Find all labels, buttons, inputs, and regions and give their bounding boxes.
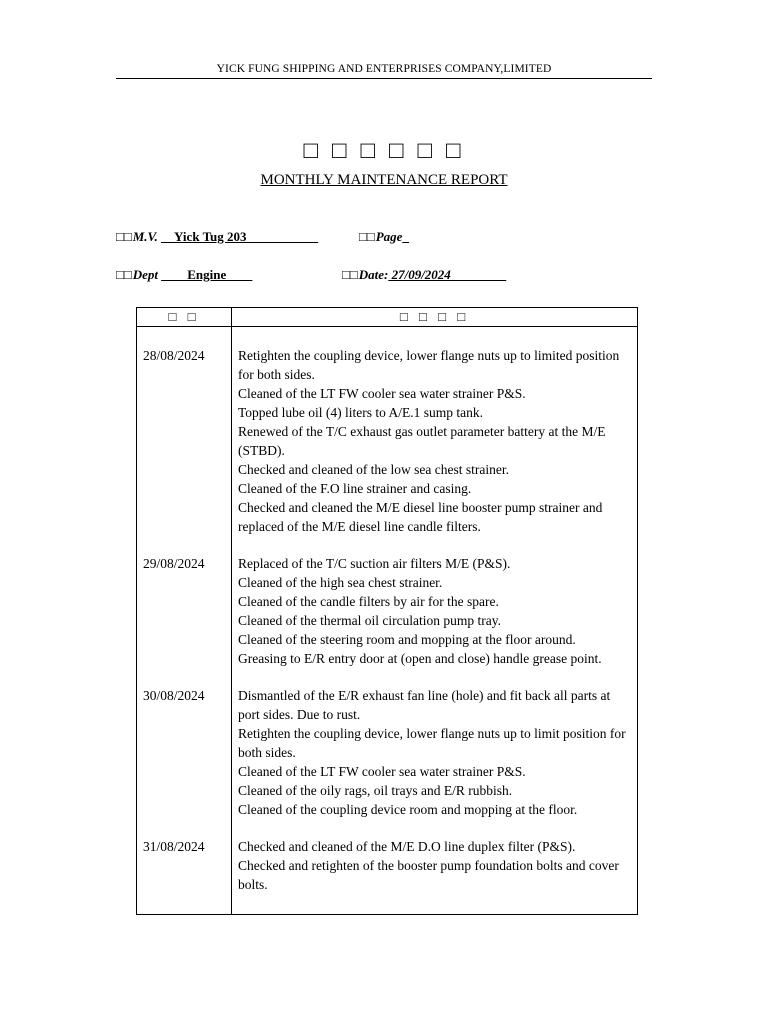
date-cn-label: □□	[342, 267, 358, 282]
entry-date: 28/08/2024	[143, 348, 205, 363]
entry-date: 29/08/2024	[143, 556, 205, 571]
date-field	[342, 267, 506, 283]
task-item: Retighten the coupling device, lower flange nuts up to limit position for both sides.	[238, 726, 626, 760]
task-item: Cleaned of the steering room and mopping at the floor around.	[238, 632, 576, 647]
vessel-label: M.V.	[132, 229, 158, 244]
page-field	[359, 229, 409, 245]
page-label: Page	[375, 229, 403, 244]
entry-date: 31/08/2024	[143, 839, 205, 854]
task-item: Cleaned of the high sea chest strainer.	[238, 575, 443, 590]
header-rule	[116, 78, 652, 79]
entry-tasks	[231, 686, 637, 819]
task-item: Checked and cleaned of the M/E D.O line duplex filter (P&S).	[238, 839, 576, 854]
page-cn-label: □□	[359, 229, 375, 244]
task-item: Dismantled of the E/R exhaust fan line (hole) and fit back all parts at port sides. Due to rust.	[238, 688, 611, 722]
task-item: Greasing to E/R entry door at (open and close) handle grease point.	[238, 651, 602, 666]
page-value: _	[402, 229, 409, 244]
table-row	[137, 554, 637, 668]
vessel-value: __Yick Tug 203___________	[161, 229, 319, 244]
entries-list	[137, 346, 637, 912]
vessel-cn-label: □□	[116, 229, 132, 244]
task-item: Cleaned of the thermal oil circulation pump tray.	[238, 613, 502, 628]
task-item: Topped lube oil (4) liters to A/E.1 sump tank.	[238, 405, 484, 420]
header-divider	[137, 326, 637, 327]
task-item: Replaced of the T/C suction air filters M/E (P&S).	[238, 556, 511, 571]
work-column-header: □ □ □ □	[399, 309, 470, 324]
date-value: 27/09/2024	[388, 267, 455, 282]
task-item: Cleaned of the F.O line strainer and casing.	[238, 481, 472, 496]
task-item: Renewed of the T/C exhaust gas outlet parameter battery at the M/E (STBD).	[238, 424, 606, 458]
table-row	[137, 346, 637, 536]
entry-tasks	[231, 837, 637, 894]
dept-field	[116, 267, 252, 283]
dept-value: ____Engine____	[161, 267, 253, 282]
report-title-text: MONTHLY MAINTENANCE REPORT	[260, 172, 508, 188]
table-row	[137, 837, 637, 894]
entry-date: 30/08/2024	[143, 688, 205, 703]
report-title	[0, 172, 768, 189]
task-item: Checked and cleaned of the low sea chest strainer.	[238, 462, 510, 477]
task-item: Cleaned of the coupling device room and mopping at the floor.	[238, 802, 578, 817]
maintenance-table	[136, 307, 638, 915]
dept-label: Dept	[132, 267, 158, 282]
date-column-header: □ □	[168, 309, 200, 324]
company-name: YICK FUNG SHIPPING AND ENTERPRISES COMPANY,LIMITED	[216, 63, 552, 75]
date-label: Date:	[358, 267, 389, 282]
task-item: Cleaned of the LT FW cooler sea water strainer P&S.	[238, 386, 526, 401]
task-item: Cleaned of the LT FW cooler sea water strainer P&S.	[238, 764, 526, 779]
dept-cn-label: □□	[116, 267, 132, 282]
report-title-cn: □ □ □ □ □ □	[303, 138, 465, 164]
date-underline: ________	[454, 267, 507, 282]
task-item: Checked and cleaned the M/E diesel line booster pump strainer and replaced of the M/E diesel line candle filters.	[238, 500, 603, 534]
table-row	[137, 686, 637, 819]
task-item: Cleaned of the oily rags, oil trays and E/R rubbish.	[238, 783, 513, 798]
task-item: Retighten the coupling device, lower flange nuts up to limited position for both sides.	[238, 348, 620, 382]
task-item: Cleaned of the candle filters by air for the spare.	[238, 594, 499, 609]
vessel-field	[116, 229, 318, 245]
task-item: Checked and retighten of the booster pump foundation bolts and cover bolts.	[238, 858, 619, 892]
entry-tasks	[231, 346, 637, 536]
entry-tasks	[231, 554, 637, 668]
